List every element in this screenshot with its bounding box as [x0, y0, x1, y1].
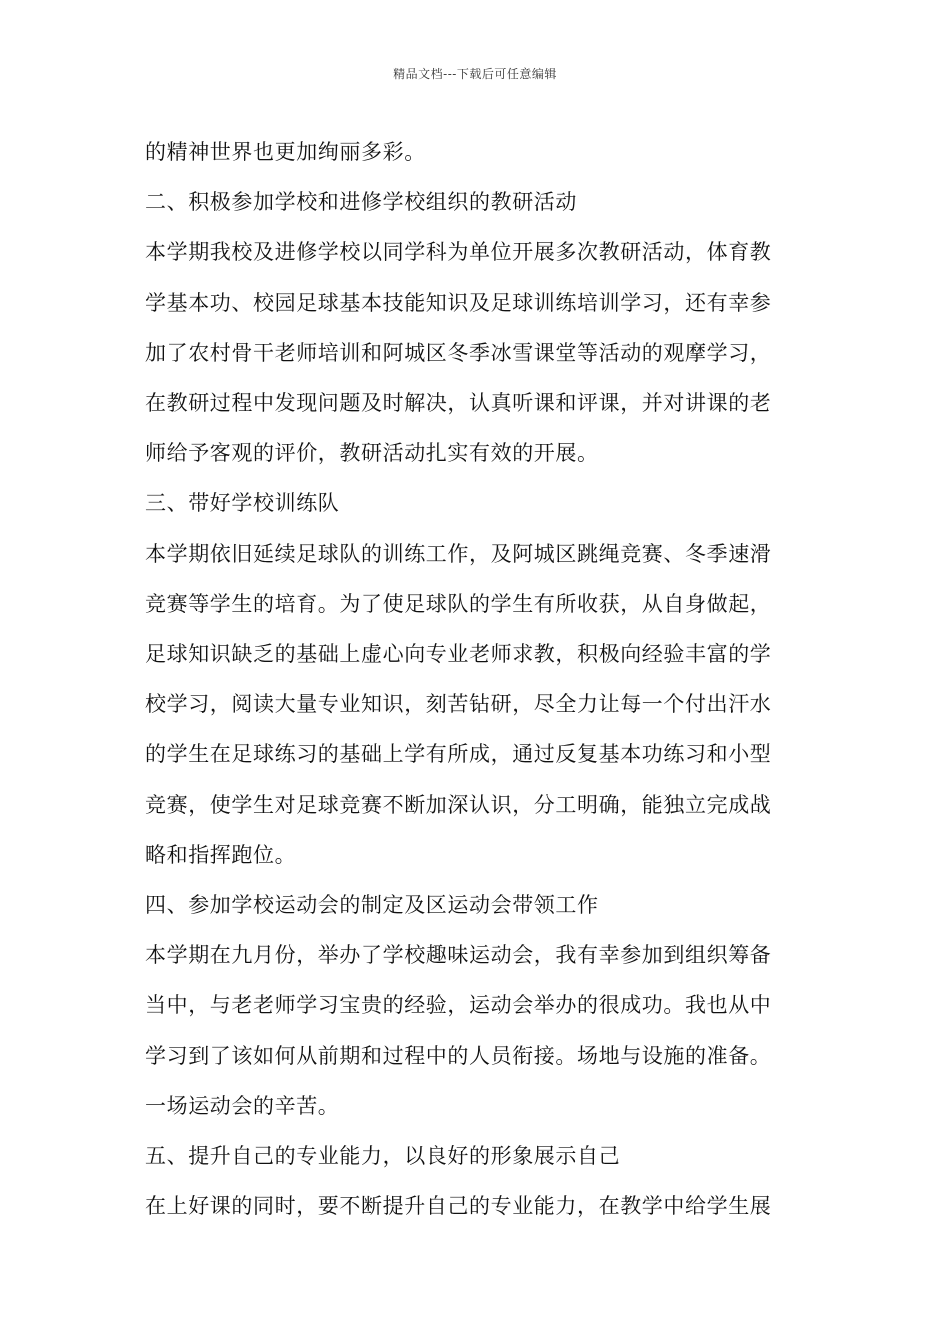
body-line: 加了农村骨干老师培训和阿城区冬季冰雪课堂等活动的观摩学习，	[145, 340, 772, 365]
body-line: 当中，与老老师学习宝贵的经验，运动会举办的很成功。我也从中	[145, 993, 772, 1018]
body-line: 校学习，阅读大量专业知识，刻苦钻研，尽全力让每一个付出汗水	[145, 692, 772, 717]
body-line: 在教研过程中发现问题及时解决，认真听课和评课，并对讲课的老	[145, 391, 772, 416]
section-heading: 二、积极参加学校和进修学校组织的教研活动	[145, 190, 577, 215]
body-line: 在上好课的同时，要不断提升自己的专业能力，在教学中给学生展	[145, 1194, 772, 1219]
document-body	[145, 127, 810, 1231]
body-line: 本学期依旧延续足球队的训练工作，及阿城区跳绳竞赛、冬季速滑	[145, 541, 772, 566]
body-line: 本学期我校及进修学校以同学科为单位开展多次教研活动，体育教	[145, 240, 772, 265]
body-line: 本学期在九月份，举办了学校趣味运动会，我有幸参加到组织筹备	[145, 943, 772, 968]
body-line: 学习到了该如何从前期和过程中的人员衔接。场地与设施的准备。	[145, 1043, 772, 1068]
section-heading: 五、提升自己的专业能力，以良好的形象展示自己	[145, 1144, 621, 1169]
body-line: 师给予客观的评价，教研活动扎实有效的开展。	[145, 441, 599, 466]
body-line: 竞赛，使学生对足球竞赛不断加深认识，分工明确，能独立完成战	[145, 792, 772, 817]
body-line: 足球知识缺乏的基础上虚心向专业老师求教，积极向经验丰富的学	[145, 642, 772, 667]
body-line: 竞赛等学生的培育。为了使足球队的学生有所收获，从自身做起，	[145, 591, 772, 616]
section-heading: 三、带好学校训练队	[145, 491, 340, 516]
header-note: 精品文档---下载后可任意编辑	[393, 67, 557, 81]
section-heading: 四、参加学校运动会的制定及区运动会带领工作	[145, 893, 599, 918]
body-line: 略和指挥跑位。	[145, 842, 297, 867]
body-line: 的精神世界也更加绚丽多彩。	[145, 140, 426, 164]
body-line: 一场运动会的辛苦。	[145, 1093, 340, 1118]
body-line: 的学生在足球练习的基础上学有所成，通过反复基本功练习和小型	[145, 742, 772, 767]
body-line: 学基本功、校园足球基本技能知识及足球训练培训学习，还有幸参	[145, 290, 772, 315]
